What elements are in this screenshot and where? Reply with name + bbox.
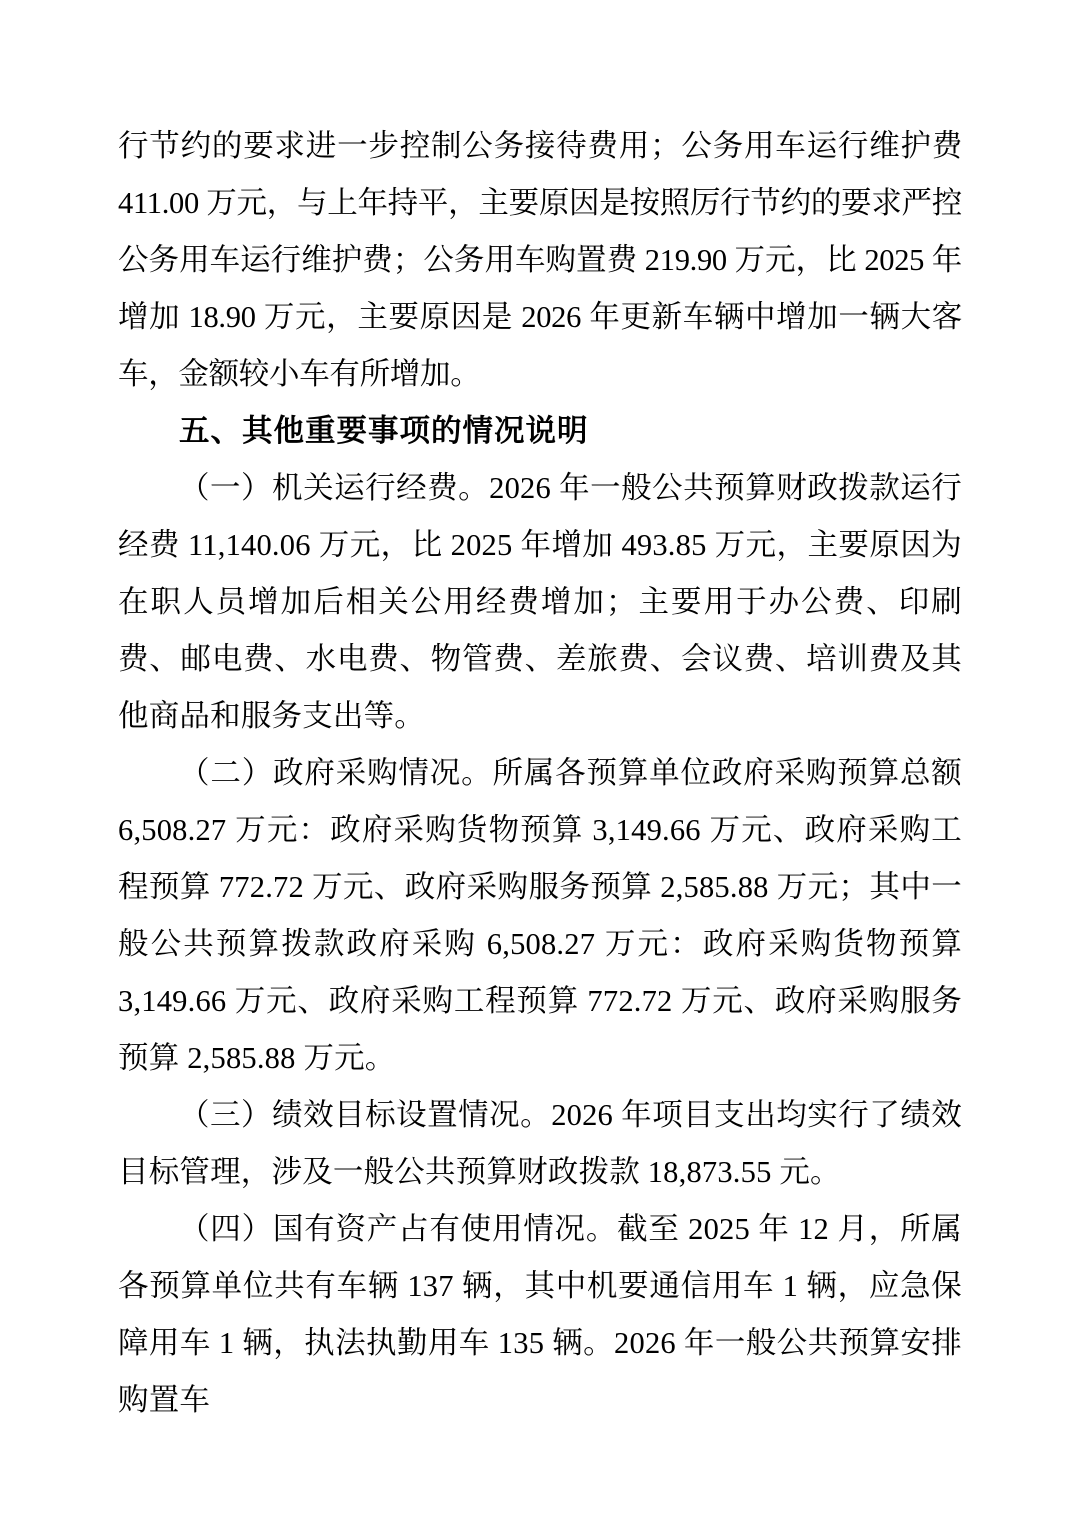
paragraph-performance-targets: （三）绩效目标设置情况。2026 年项目支出均实行了绩效目标管理，涉及一般公共预算财政拨款 18,873.55 元。 <box>118 1098 962 1189</box>
paragraph-vehicle-expenses: 行节约的要求进一步控制公务接待费用；公务用车运行维护费 411.00 万元，与上年持平，主要原因是按照厉行节约的要求严控公务用车运行维护费；公务用车购置费 219.90 万元，比 2025 年增加 18.90 万元，主要原因是 2026 年更新车辆中增加一辆大客车，金额较小车有所增加。 <box>118 129 962 391</box>
document-body <box>118 118 962 1429</box>
paragraph-agency-operating-costs: （一）机关运行经费。2026 年一般公共预算财政拨款运行经费 11,140.06 万元，比 2025 年增加 493.85 万元，主要原因为在职人员增加后相关公用经费增加；主要用于办公费、印刷费、邮电费、水电费、物管费、差旅费、会议费、培训费及其他商品和服务支出等。 <box>118 471 962 733</box>
paragraph-government-procurement: （二）政府采购情况。所属各预算单位政府采购预算总额 6,508.27 万元：政府采购货物预算 3,149.66 万元、政府采购工程预算 772.72 万元、政府采购服务预算 2,585.88 万元；其中一般公共预算拨款政府采购 6,508.27 万元：政府采购货物预算 3,149.66 万元、政府采购工程预算 772.72 万元、政府采购服务预算 2,585.88 万元。 <box>118 756 962 1075</box>
heading-section-five: 五、其他重要事项的情况说明 <box>179 413 589 449</box>
paragraph-state-owned-assets: （四）国有资产占有使用情况。截至 2025 年 12 月，所属各预算单位共有车辆 137 辆，其中机要通信用车 1 辆，应急保障用车 1 辆，执法执勤用车 135 辆。2026 年一般公共预算安排购置车 <box>118 1212 962 1417</box>
